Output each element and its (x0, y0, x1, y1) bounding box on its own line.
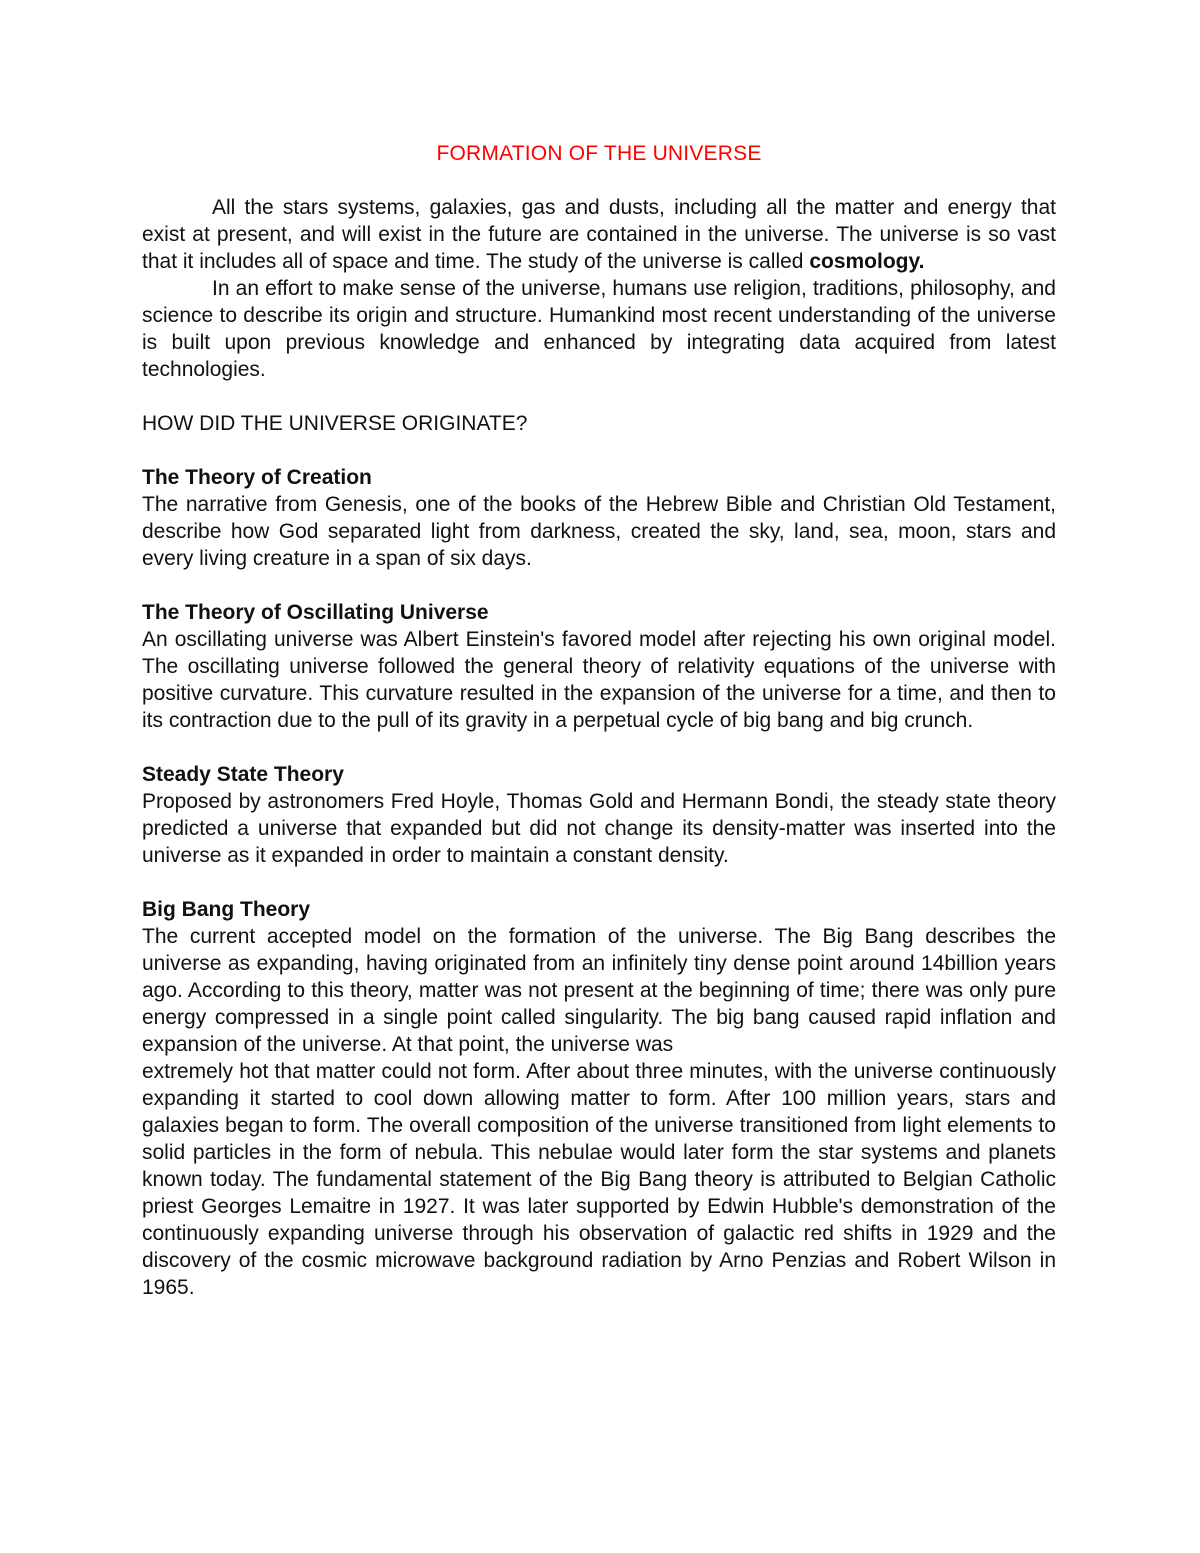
theory-steady-state (142, 761, 1056, 869)
theory-creation-body: The narrative from Genesis, one of the books of the Hebrew Bible and Christian Old Testament, describe how God separated light from darkness, created the sky, land, sea, moon, stars and every living creature in a span of six days. (142, 493, 1056, 570)
theory-creation (142, 464, 1056, 572)
intro-paragraph-2: In an effort to make sense of the universe, humans use religion, traditions, philosophy, and science to describe its origin and structure. Humankind most recent understanding of the universe is built upon previous knowledge and enhanced by integrating data acquired from latest technologies. (142, 277, 1056, 381)
theory-big-bang-title: Big Bang Theory (142, 898, 311, 921)
theory-big-bang (142, 896, 1056, 1301)
theory-steady-state-body: Proposed by astronomers Fred Hoyle, Thomas Gold and Hermann Bondi, the steady state theory predicted a universe that expanded but did not change its density-matter was inserted into the universe as it expanded in order to maintain a constant density. (142, 790, 1056, 867)
theory-steady-state-title: Steady State Theory (142, 763, 344, 786)
theory-creation-title: The Theory of Creation (142, 466, 372, 489)
document-page (142, 140, 1056, 1301)
cosmology-term: cosmology. (809, 250, 925, 273)
theory-oscillating (142, 599, 1056, 734)
document-title: FORMATION OF THE UNIVERSE (436, 142, 762, 165)
section-heading-origin: HOW DID THE UNIVERSE ORIGINATE? (142, 412, 528, 435)
theory-oscillating-body: An oscillating universe was Albert Einstein's favored model after rejecting his own original model. The oscillating universe followed the general theory of relativity equations of the universe with positive curvature. This curvature resulted in the expansion of the universe for a time, and then to its contraction due to the pull of its gravity in a perpetual cycle of big bang and big crunch. (142, 628, 1056, 732)
intro-paragraph-1 (142, 194, 1056, 275)
theory-big-bang-body-part-2: extremely hot that matter could not form. After about three minutes, with the universe continuously expanding it started to cool down allowing matter to form. After 100 million years, stars and galaxies began to form. The overall composition of the universe transitioned from light elements to solid particles in the form of nebula. This nebulae would later form the star systems and planets known today. The fundamental statement of the Big Bang theory is attributed to Belgian Catholic priest Georges Lemaitre in 1927. It was later supported by Edwin Hubble's demonstration of the continuously expanding universe through his observation of galactic red shifts in 1929 and the discovery of the cosmic microwave background radiation by Arno Penzias and Robert Wilson in 1965. (142, 1060, 1056, 1299)
theory-big-bang-body-part-1: The current accepted model on the formation of the universe. The Big Bang describes the universe as expanding, having originated from an infinitely tiny dense point around 14billion years ago. According to this theory, matter was not present at the beginning of time; there was only pure energy compressed in a single point called singularity. The big bang caused rapid inflation and expansion of the universe. At that point, the universe was (142, 925, 1056, 1056)
theory-oscillating-title: The Theory of Oscillating Universe (142, 601, 489, 624)
intro-paragraph-1-text: All the stars systems, galaxies, gas and dusts, including all the matter and energy that exist at present, and will exist in the future are contained in the universe. The universe is so vast that it includes all of space and time. The study of the universe is called (142, 196, 1056, 273)
